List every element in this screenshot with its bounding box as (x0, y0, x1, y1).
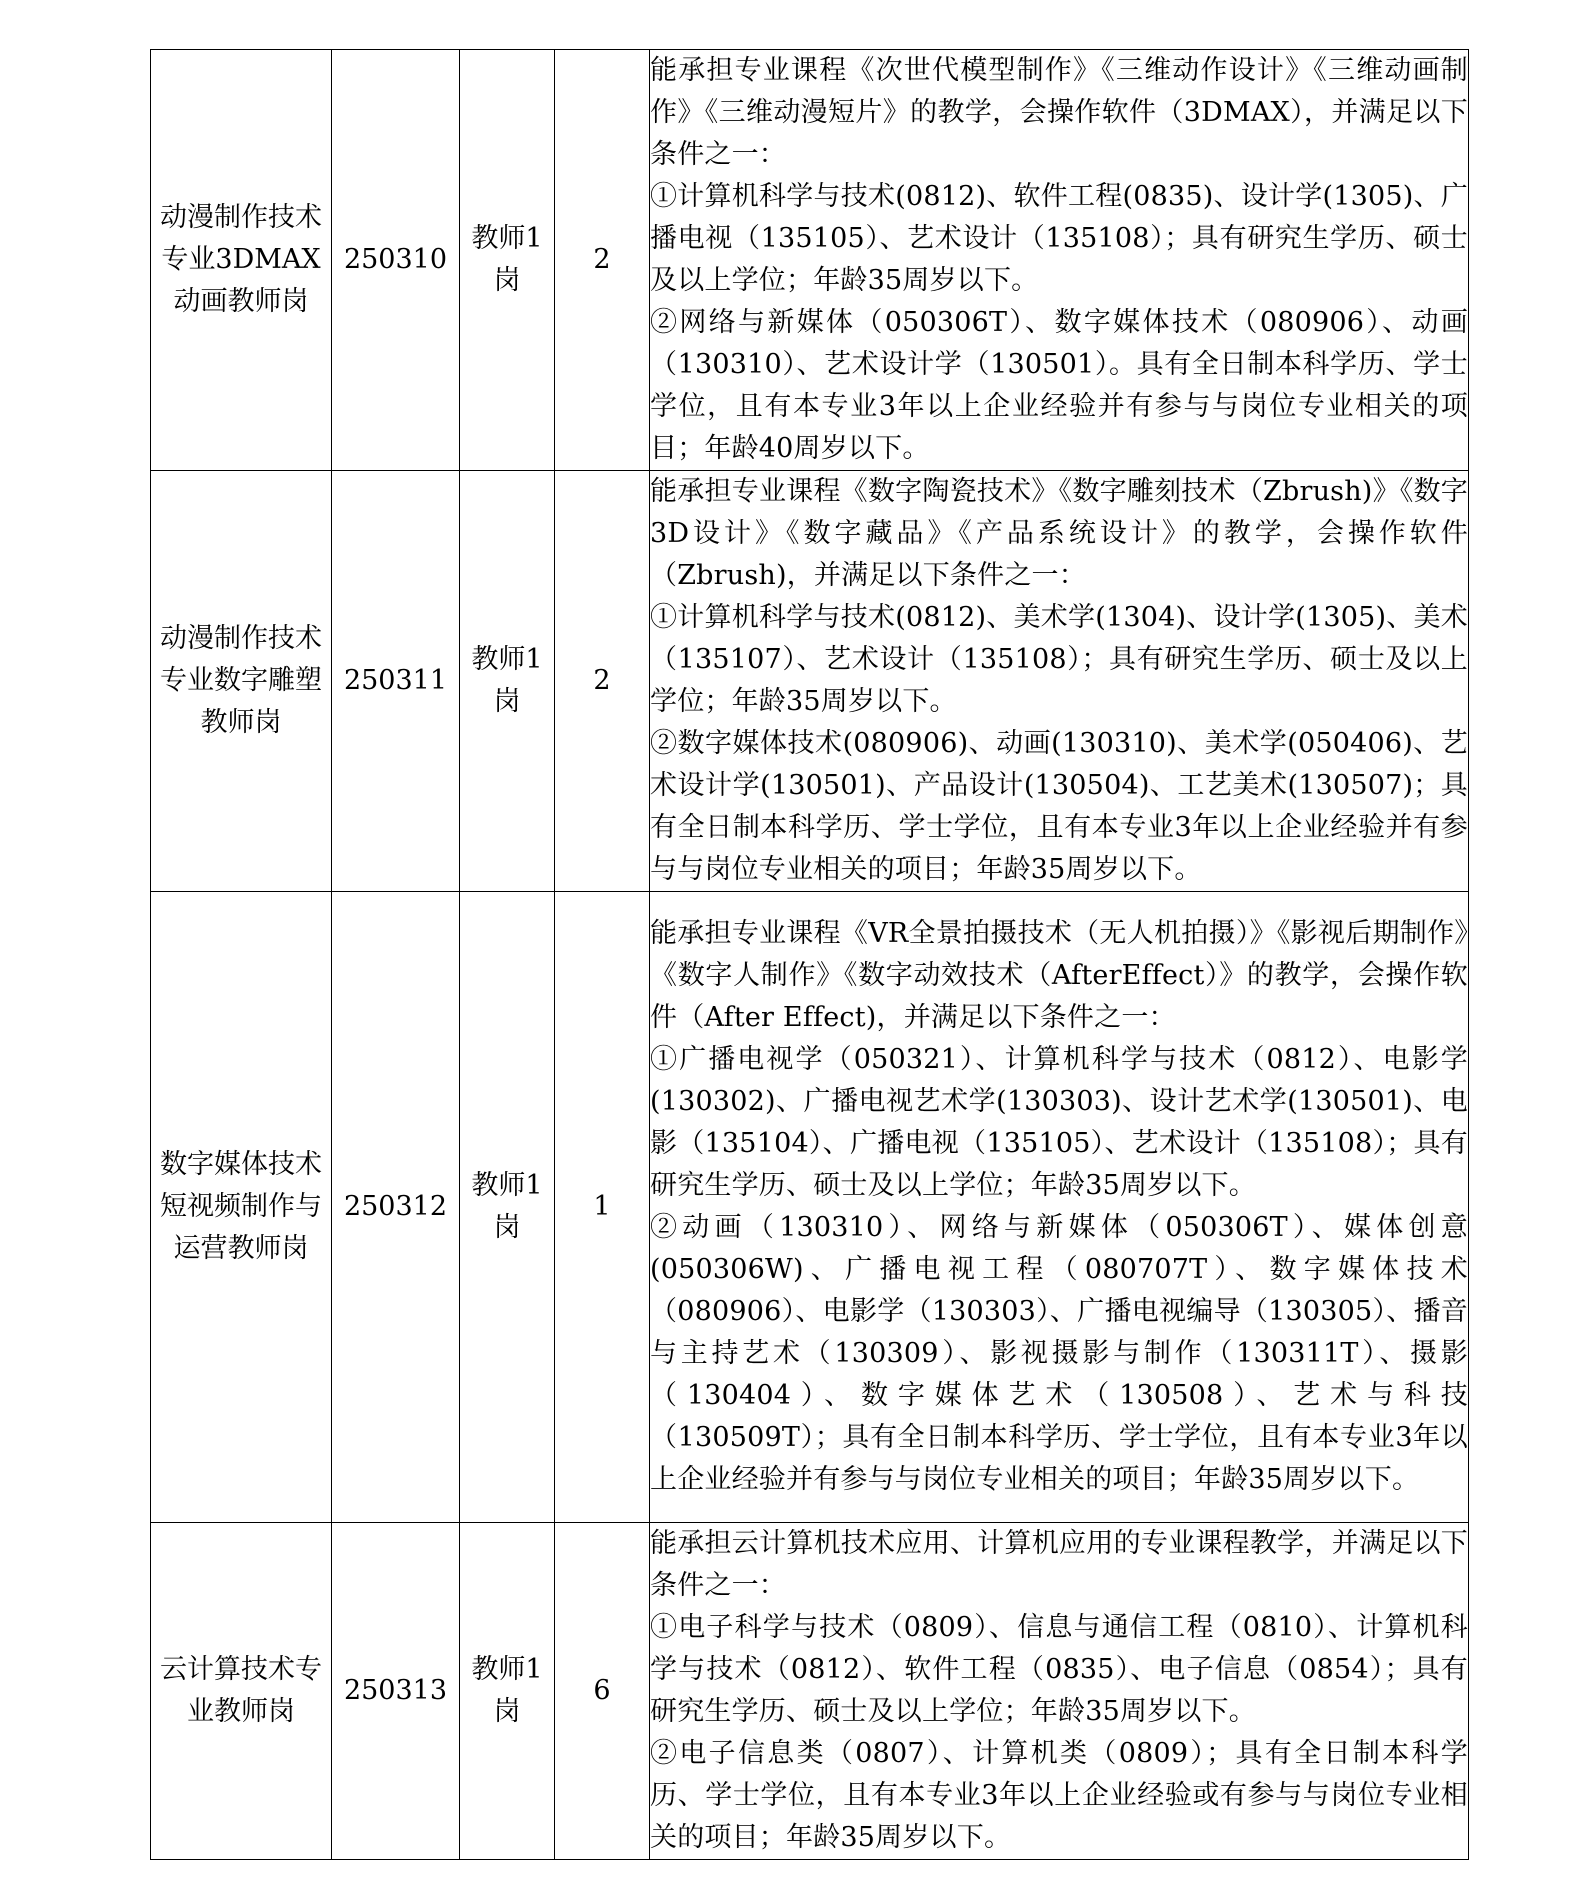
hiring-count: 6 (555, 1523, 650, 1860)
requirements-cell (650, 1523, 1469, 1860)
post-level: 教师1岗 (460, 50, 555, 471)
table-row (151, 1523, 1469, 1860)
position-code: 250311 (332, 471, 460, 892)
position-code: 250312 (332, 892, 460, 1523)
requirement-intro: 能承担专业课程《VR全景拍摄技术（无人机拍摄）》《影视后期制作》《数字人制作》《数字动效技术（AfterEffect）》的教学，会操作软件（After Effect)，并满足以下条件之一： (650, 918, 1468, 1033)
hiring-count: 2 (555, 471, 650, 892)
job-positions-table (150, 49, 1469, 1860)
position-name: 动漫制作技术专业3DMAX动画教师岗 (151, 50, 332, 471)
requirements-cell (650, 50, 1469, 471)
table-row (151, 471, 1469, 892)
requirement-option-2: ②数字媒体技术(080906)、动画(130310)、美术学(050406)、艺术设计学(130501)、产品设计(130504)、工艺美术(130507)；具有全日制本科学历、学士学位，且有本专业3年以上企业经验并有参与与岗位专业相关的项目；年龄35周岁以下。 (650, 728, 1468, 885)
requirement-option-2: ②电子信息类（0807）、计算机类（0809）；具有全日制本科学历、学士学位，且有本专业3年以上企业经验或有参与与岗位专业相关的项目；年龄35周岁以下。 (650, 1738, 1468, 1853)
requirement-intro: 能承担云计算机技术应用、计算机应用的专业课程教学，并满足以下条件之一： (650, 1528, 1468, 1601)
post-level: 教师1岗 (460, 471, 555, 892)
requirement-option-1: ①计算机科学与技术(0812)、软件工程(0835)、设计学(1305)、广播电视（135105）、艺术设计（135108）；具有研究生学历、硕士及以上学位；年龄35周岁以下。 (650, 181, 1468, 296)
requirement-option-1: ①电子科学与技术（0809）、信息与通信工程（0810）、计算机科学与技术（0812）、软件工程（0835）、电子信息（0854）；具有研究生学历、硕士及以上学位；年龄35周岁以下。 (650, 1612, 1468, 1727)
requirements-cell (650, 471, 1469, 892)
position-code: 250313 (332, 1523, 460, 1860)
position-name: 动漫制作技术专业数字雕塑教师岗 (151, 471, 332, 892)
requirement-intro: 能承担专业课程《数字陶瓷技术》《数字雕刻技术（Zbrush)》《数字3D设计》《数字藏品》《产品系统设计》的教学，会操作软件（Zbrush)，并满足以下条件之一： (650, 476, 1468, 591)
requirement-option-1: ①计算机科学与技术(0812)、美术学(1304)、设计学(1305)、美术（135107）、艺术设计（135108）；具有研究生学历、硕士及以上学位；年龄35周岁以下。 (650, 602, 1468, 717)
requirement-option-2: ②网络与新媒体（050306T）、数字媒体技术（080906）、动画（130310）、艺术设计学（130501）。具有全日制本科学历、学士学位，且有本专业3年以上企业经验并有参与与岗位专业相关的项目；年龄40周岁以下。 (650, 307, 1468, 464)
hiring-count: 1 (555, 892, 650, 1523)
position-name: 云计算技术专业教师岗 (151, 1523, 332, 1860)
table-row (151, 50, 1469, 471)
requirement-option-2: ②动画（130310）、网络与新媒体（050306T）、媒体创意(050306W)、广播电视工程（080707T）、数字媒体技术（080906）、电影学（130303）、广播电视编导（130305）、播音与主持艺术（130309）、影视摄影与制作（130311T）、摄影（130404）、数字媒体艺术（130508）、艺术与科技（130509T）；具有全日制本科学历、学士学位，且有本专业3年以上企业经验并有参与与岗位专业相关的项目；年龄35周岁以下。 (650, 1212, 1468, 1495)
requirements-cell (650, 892, 1469, 1523)
position-code: 250310 (332, 50, 460, 471)
hiring-count: 2 (555, 50, 650, 471)
post-level: 教师1岗 (460, 892, 555, 1523)
requirement-intro: 能承担专业课程《次世代模型制作》《三维动作设计》《三维动画制作》《三维动漫短片》的教学，会操作软件（3DMAX），并满足以下条件之一： (650, 55, 1468, 170)
post-level: 教师1岗 (460, 1523, 555, 1860)
requirement-option-1: ①广播电视学（050321）、计算机科学与技术（0812）、电影学(130302)、广播电视艺术学(130303)、设计艺术学(130501)、电影（135104）、广播电视（135105）、艺术设计（135108）；具有研究生学历、硕士及以上学位；年龄35周岁以下。 (650, 1044, 1468, 1201)
position-name: 数字媒体技术短视频制作与运营教师岗 (151, 892, 332, 1523)
table-row (151, 892, 1469, 1523)
